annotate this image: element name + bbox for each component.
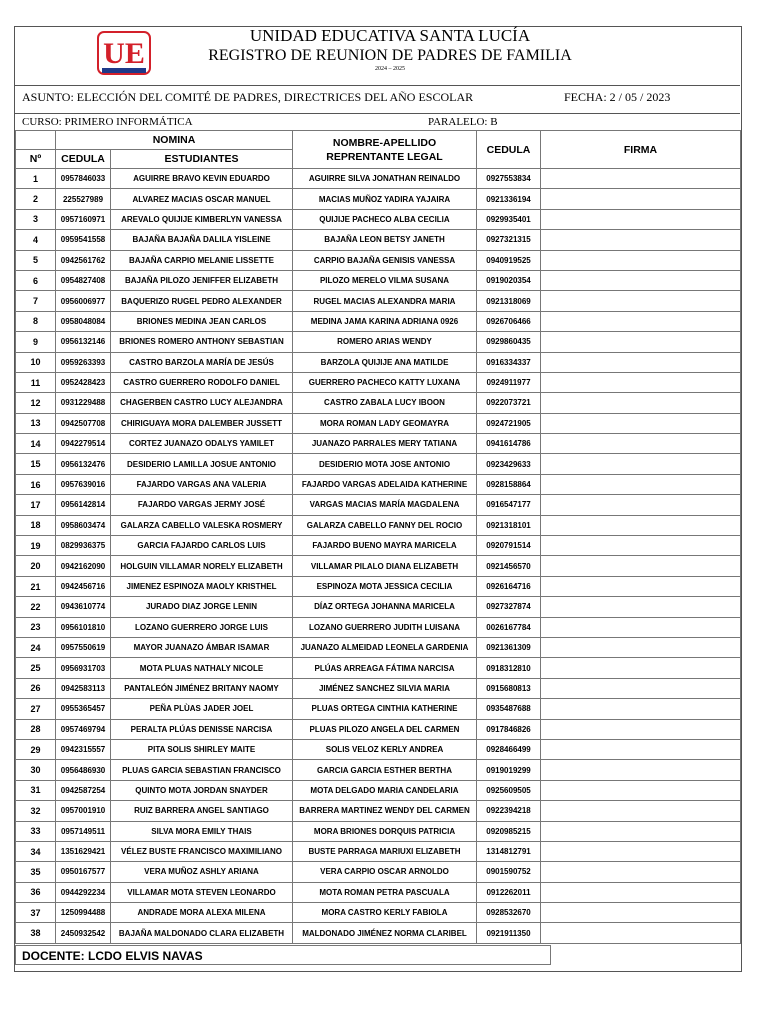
row-number: 34 — [16, 841, 56, 861]
representative-name: CASTRO ZABALA LUCY IBOON — [293, 393, 477, 413]
student-name: JIMENEZ ESPINOZA MAOLY KRISTHEL — [111, 576, 293, 596]
signature-cell — [541, 597, 741, 617]
student-name: HOLGUIN VILLAMAR NORELY ELIZABETH — [111, 556, 293, 576]
table-row — [16, 250, 741, 270]
representative-cedula: 0924911977 — [477, 372, 541, 392]
row-number: 17 — [16, 495, 56, 515]
table-row — [16, 617, 741, 637]
row-number: 28 — [16, 719, 56, 739]
student-name: BAJAÑA PILOZO JENIFFER ELIZABETH — [111, 270, 293, 290]
representative-name: MORA ROMAN LADY GEOMAYRA — [293, 413, 477, 433]
row-number: 32 — [16, 801, 56, 821]
row-number: 11 — [16, 372, 56, 392]
cedula-representante-header: CEDULA — [477, 131, 541, 169]
student-name: CHIRIGUAYA MORA DALEMBER JUSSETT — [111, 413, 293, 433]
representative-name: SOLIS VELOZ KERLY ANDREA — [293, 739, 477, 759]
representative-name: PILOZO MERELO VILMA SUSANA — [293, 270, 477, 290]
student-cedula: 0956931703 — [56, 658, 111, 678]
representante-header — [293, 131, 477, 169]
student-cedula: 0942162090 — [56, 556, 111, 576]
table-row — [16, 189, 741, 209]
representante-header-line1: NOMBRE-APELLIDO — [332, 136, 437, 149]
representative-name: QUIJIJE PACHECO ALBA CECILIA — [293, 209, 477, 229]
student-name: QUINTO MOTA JORDAN SNAYDER — [111, 780, 293, 800]
representative-name: PLUAS ORTEGA CINTHIA KATHERINE — [293, 699, 477, 719]
curso-text: CURSO: PRIMERO INFORMÁTICA — [22, 116, 193, 128]
representative-cedula: 0929860435 — [477, 332, 541, 352]
student-cedula: 0956101810 — [56, 617, 111, 637]
row-number: 19 — [16, 536, 56, 556]
table-row — [16, 739, 741, 759]
representative-cedula: 0918312810 — [477, 658, 541, 678]
row-number: 31 — [16, 780, 56, 800]
student-name: ANDRADE MORA ALEXA MILENA — [111, 903, 293, 923]
row-number: 26 — [16, 678, 56, 698]
student-cedula: 0957160971 — [56, 209, 111, 229]
table-row — [16, 923, 741, 943]
student-name: FAJARDO VARGAS JERMY JOSÉ — [111, 495, 293, 515]
representative-name: JUANAZO PARRALES MERY TATIANA — [293, 434, 477, 454]
student-cedula: 0942587254 — [56, 780, 111, 800]
representative-name: MOTA ROMAN PETRA PASCUALA — [293, 882, 477, 902]
student-cedula: 2450932542 — [56, 923, 111, 943]
table-row — [16, 760, 741, 780]
signature-cell — [541, 576, 741, 596]
student-name: DESIDERIO LAMILLA JOSUE ANTONIO — [111, 454, 293, 474]
row-number: 23 — [16, 617, 56, 637]
student-cedula: 0944292234 — [56, 882, 111, 902]
table-row — [16, 209, 741, 229]
representative-name: ROMERO ARIAS WENDY — [293, 332, 477, 352]
representative-cedula: 0922394218 — [477, 801, 541, 821]
representative-cedula: 0919019299 — [477, 760, 541, 780]
signature-cell — [541, 413, 741, 433]
representative-cedula: 0927321315 — [477, 230, 541, 250]
table-row — [16, 495, 741, 515]
representative-cedula: 0928466499 — [477, 739, 541, 759]
representative-name: DÍAZ ORTEGA JOHANNA MARICELA — [293, 597, 477, 617]
representative-name: LOZANO GUERRERO JUDITH LUISANA — [293, 617, 477, 637]
signature-cell — [541, 311, 741, 331]
signature-cell — [541, 617, 741, 637]
signature-cell — [541, 658, 741, 678]
signature-cell — [541, 536, 741, 556]
student-name: BRIONES MEDINA JEAN CARLOS — [111, 311, 293, 331]
representative-name: ESPINOZA MOTA JESSICA CECILIA — [293, 576, 477, 596]
table-row — [16, 169, 741, 189]
table-row — [16, 576, 741, 596]
table-row — [16, 536, 741, 556]
signature-cell — [541, 760, 741, 780]
row-number: 25 — [16, 658, 56, 678]
student-name: PITA SOLIS SHIRLEY MAITE — [111, 739, 293, 759]
row-number: 5 — [16, 250, 56, 270]
signature-cell — [541, 169, 741, 189]
paralelo-text: PARALELO: B — [428, 116, 498, 128]
estudiantes-header: ESTUDIANTES — [111, 150, 293, 169]
register-title: REGISTRO DE REUNION DE PADRES DE FAMILIA — [208, 47, 572, 64]
row-number: 18 — [16, 515, 56, 535]
student-cedula: 0957639016 — [56, 474, 111, 494]
signature-cell — [541, 903, 741, 923]
student-name: BAJAÑA MALDONADO CLARA ELIZABETH — [111, 923, 293, 943]
student-cedula: 0952428423 — [56, 372, 111, 392]
student-name: JURADO DIAZ JORGE LENIN — [111, 597, 293, 617]
table-row — [16, 372, 741, 392]
representative-cedula: 0923429633 — [477, 454, 541, 474]
representative-cedula: 0940919525 — [477, 250, 541, 270]
representative-cedula: 0917846826 — [477, 719, 541, 739]
row-number: 10 — [16, 352, 56, 372]
representative-cedula: 0928158864 — [477, 474, 541, 494]
table-row — [16, 597, 741, 617]
table-row — [16, 862, 741, 882]
student-cedula: 0942561762 — [56, 250, 111, 270]
row-number: 13 — [16, 413, 56, 433]
student-name: PERALTA PLÚAS DENISSE NARCISA — [111, 719, 293, 739]
representative-name: GARCIA GARCIA ESTHER BERTHA — [293, 760, 477, 780]
representative-cedula: 0921911350 — [477, 923, 541, 943]
representative-cedula: 0941614786 — [477, 434, 541, 454]
signature-cell — [541, 882, 741, 902]
student-cedula: 0956132146 — [56, 332, 111, 352]
student-cedula: 0959541558 — [56, 230, 111, 250]
row-number: 38 — [16, 923, 56, 943]
representative-cedula: 0026167784 — [477, 617, 541, 637]
table-row — [16, 678, 741, 698]
row-number: 7 — [16, 291, 56, 311]
cedula-header: CEDULA — [56, 150, 111, 169]
table-row — [16, 332, 741, 352]
representative-name: VERA CARPIO OSCAR ARNOLDO — [293, 862, 477, 882]
student-name: VILLAMAR MOTA STEVEN LEONARDO — [111, 882, 293, 902]
signature-cell — [541, 270, 741, 290]
table-row — [16, 270, 741, 290]
number-header: Nº — [16, 150, 56, 169]
student-cedula: 0955365457 — [56, 699, 111, 719]
student-name: CHAGERBEN CASTRO LUCY ALEJANDRA — [111, 393, 293, 413]
table-row — [16, 637, 741, 657]
representative-name: MOTA DELGADO MARIA CANDELARIA — [293, 780, 477, 800]
student-name: GARCIA FAJARDO CARLOS LUIS — [111, 536, 293, 556]
student-cedula: 0942456716 — [56, 576, 111, 596]
row-number: 35 — [16, 862, 56, 882]
representative-name: MEDINA JAMA KARINA ADRIANA 0926 — [293, 311, 477, 331]
student-cedula: 0956132476 — [56, 454, 111, 474]
row-number: 6 — [16, 270, 56, 290]
student-cedula: 0942507708 — [56, 413, 111, 433]
student-cedula: 225527989 — [56, 189, 111, 209]
representative-name: BARRERA MARTINEZ WENDY DEL CARMEN — [293, 801, 477, 821]
student-cedula: 0931229488 — [56, 393, 111, 413]
representative-cedula: 0926706466 — [477, 311, 541, 331]
signature-cell — [541, 923, 741, 943]
signature-cell — [541, 372, 741, 392]
representative-cedula: 0921318101 — [477, 515, 541, 535]
student-name: AGUIRRE BRAVO KEVIN EDUARDO — [111, 169, 293, 189]
row-number: 1 — [16, 169, 56, 189]
row-number: 30 — [16, 760, 56, 780]
student-cedula: 0954827408 — [56, 270, 111, 290]
divider-top — [15, 85, 740, 86]
representative-cedula: 0921336194 — [477, 189, 541, 209]
table-row — [16, 658, 741, 678]
student-name: PANTALEÓN JIMÉNEZ BRITANY NAOMY — [111, 678, 293, 698]
representative-name: FAJARDO BUENO MAYRA MARICELA — [293, 536, 477, 556]
representative-cedula: 0926164716 — [477, 576, 541, 596]
row-number: 20 — [16, 556, 56, 576]
school-name: UNIDAD EDUCATIVA SANTA LUCÍA — [249, 26, 531, 45]
representative-cedula: 0920985215 — [477, 821, 541, 841]
representative-name: MALDONADO JIMÉNEZ NORMA CLARIBEL — [293, 923, 477, 943]
signature-cell — [541, 352, 741, 372]
representative-cedula: 0921361309 — [477, 637, 541, 657]
student-cedula: 0943610774 — [56, 597, 111, 617]
row-number: 4 — [16, 230, 56, 250]
nomina-header: NOMINA — [56, 131, 293, 150]
representative-name: MACIAS MUÑOZ YADIRA YAJAIRA — [293, 189, 477, 209]
signature-cell — [541, 474, 741, 494]
school-logo — [92, 30, 156, 78]
row-number: 37 — [16, 903, 56, 923]
table-row — [16, 801, 741, 821]
representative-cedula: 0935487688 — [477, 699, 541, 719]
student-name: BAJAÑA BAJAÑA DALILA YISLEINE — [111, 230, 293, 250]
representative-cedula: 0927327874 — [477, 597, 541, 617]
student-cedula: 0958048084 — [56, 311, 111, 331]
signature-cell — [541, 780, 741, 800]
representative-cedula: 0916547177 — [477, 495, 541, 515]
row-number: 36 — [16, 882, 56, 902]
attendance-table — [15, 130, 741, 944]
student-name: BAQUERIZO RUGEL PEDRO ALEXANDER — [111, 291, 293, 311]
signature-cell — [541, 250, 741, 270]
representative-name: BARZOLA QUIJIJE ANA MATILDE — [293, 352, 477, 372]
row-number: 3 — [16, 209, 56, 229]
representative-cedula: 0912262011 — [477, 882, 541, 902]
representative-name: BUSTE PARRAGA MARIUXI ELIZABETH — [293, 841, 477, 861]
row-number: 15 — [16, 454, 56, 474]
representative-name: PLUAS PILOZO ANGELA DEL CARMEN — [293, 719, 477, 739]
student-name: ALVAREZ MACIAS OSCAR MANUEL — [111, 189, 293, 209]
student-name: PEÑA PLÙAS JADER JOEL — [111, 699, 293, 719]
representative-cedula: 0925609505 — [477, 780, 541, 800]
representative-cedula: 0920791514 — [477, 536, 541, 556]
row-number: 24 — [16, 637, 56, 657]
signature-cell — [541, 556, 741, 576]
row-number: 14 — [16, 434, 56, 454]
representative-name: JUANAZO ALMEIDAD LEONELA GARDENIA — [293, 637, 477, 657]
student-cedula: 0956486930 — [56, 760, 111, 780]
representative-name: VILLAMAR PILALO DIANA ELIZABETH — [293, 556, 477, 576]
table-row — [16, 474, 741, 494]
student-name: FAJARDO VARGAS ANA VALERIA — [111, 474, 293, 494]
representative-cedula: 0922073721 — [477, 393, 541, 413]
representante-header-line2: REPRENTANTE LEGAL — [326, 150, 443, 163]
table-row — [16, 556, 741, 576]
fecha-text: FECHA: 2 / 05 / 2023 — [564, 90, 671, 104]
table-row — [16, 719, 741, 739]
student-cedula: 0942315557 — [56, 739, 111, 759]
student-cedula: 0958603474 — [56, 515, 111, 535]
signature-cell — [541, 230, 741, 250]
signature-cell — [541, 678, 741, 698]
student-cedula: 0829936375 — [56, 536, 111, 556]
table-row — [16, 291, 741, 311]
row-number: 12 — [16, 393, 56, 413]
student-cedula: 0957550619 — [56, 637, 111, 657]
signature-cell — [541, 862, 741, 882]
firma-header: FIRMA — [541, 131, 741, 169]
table-row — [16, 454, 741, 474]
table-row — [16, 230, 741, 250]
representative-cedula: 0901590752 — [477, 862, 541, 882]
student-cedula: 0957846033 — [56, 169, 111, 189]
table-row — [16, 882, 741, 902]
signature-cell — [541, 841, 741, 861]
signature-cell — [541, 801, 741, 821]
representative-name: VARGAS MACIAS MARÍA MAGDALENA — [293, 495, 477, 515]
row-number: 33 — [16, 821, 56, 841]
student-cedula: 0956006977 — [56, 291, 111, 311]
representative-name: PLÚAS ARREAGA FÁTIMA NARCISA — [293, 658, 477, 678]
docente-label: DOCENTE: LCDO ELVIS NAVAS — [15, 945, 551, 965]
signature-cell — [541, 637, 741, 657]
student-name: CASTRO GUERRERO RODOLFO DANIEL — [111, 372, 293, 392]
table-row — [16, 352, 741, 372]
student-name: RUIZ BARRERA ANGEL SANTIAGO — [111, 801, 293, 821]
signature-cell — [541, 821, 741, 841]
row-number: 29 — [16, 739, 56, 759]
student-cedula: 0942583113 — [56, 678, 111, 698]
row-number: 16 — [16, 474, 56, 494]
representative-name: CARPIO BAJAÑA GENISIS VANESSA — [293, 250, 477, 270]
student-cedula: 0950167577 — [56, 862, 111, 882]
row-number: 21 — [16, 576, 56, 596]
signature-cell — [541, 291, 741, 311]
table-row — [16, 413, 741, 433]
row-number: 9 — [16, 332, 56, 352]
table-row — [16, 393, 741, 413]
student-name: BAJAÑA CARPIO MELANIE LISSETTE — [111, 250, 293, 270]
signature-cell — [541, 719, 741, 739]
table-row — [16, 821, 741, 841]
representative-name: AGUIRRE SILVA JONATHAN REINALDO — [293, 169, 477, 189]
student-name: VÉLEZ BUSTE FRANCISCO MAXIMILIANO — [111, 841, 293, 861]
asunto-text: ASUNTO: ELECCIÓN DEL COMITÉ DE PADRES, DIRECTRICES DEL AÑO ESCOLAR — [22, 90, 474, 104]
student-name: VERA MUÑOZ ASHLY ARIANA — [111, 862, 293, 882]
table-row — [16, 311, 741, 331]
student-cedula: 0957001910 — [56, 801, 111, 821]
table-row — [16, 903, 741, 923]
representative-cedula: 0927553834 — [477, 169, 541, 189]
student-name: SILVA MORA EMILY THAIS — [111, 821, 293, 841]
student-cedula: 0942279514 — [56, 434, 111, 454]
student-cedula: 0957149511 — [56, 821, 111, 841]
student-cedula: 0957469794 — [56, 719, 111, 739]
student-name: BRIONES ROMERO ANTHONY SEBASTIAN — [111, 332, 293, 352]
student-cedula: 0959263393 — [56, 352, 111, 372]
representative-name: RUGEL MACIAS ALEXANDRA MARIA — [293, 291, 477, 311]
representative-name: BAJAÑA LEON BETSY JANETH — [293, 230, 477, 250]
representative-cedula: 0919020354 — [477, 270, 541, 290]
representative-cedula: 0916334337 — [477, 352, 541, 372]
student-cedula: 0956142814 — [56, 495, 111, 515]
student-cedula: 1351629421 — [56, 841, 111, 861]
signature-cell — [541, 699, 741, 719]
representative-cedula: 0915680813 — [477, 678, 541, 698]
table-row — [16, 841, 741, 861]
signature-cell — [541, 209, 741, 229]
student-name: MAYOR JUANAZO ÁMBAR ISAMAR — [111, 637, 293, 657]
school-period: 2024 – 2025 — [375, 66, 405, 72]
representative-cedula: 0921318069 — [477, 291, 541, 311]
row-number: 22 — [16, 597, 56, 617]
signature-cell — [541, 454, 741, 474]
row-number: 27 — [16, 699, 56, 719]
signature-cell — [541, 739, 741, 759]
representative-name: GALARZA CABELLO FANNY DEL ROCIO — [293, 515, 477, 535]
student-name: LOZANO GUERRERO JORGE LUIS — [111, 617, 293, 637]
student-cedula: 1250994488 — [56, 903, 111, 923]
representative-name: MORA CASTRO KERLY FABIOLA — [293, 903, 477, 923]
signature-cell — [541, 332, 741, 352]
signature-cell — [541, 393, 741, 413]
table-row — [16, 515, 741, 535]
representative-cedula: 0921456570 — [477, 556, 541, 576]
signature-cell — [541, 189, 741, 209]
student-name: CORTEZ JUANAZO ODALYS YAMILET — [111, 434, 293, 454]
signature-cell — [541, 434, 741, 454]
representative-name: JIMÉNEZ SANCHEZ SILVIA MARIA — [293, 678, 477, 698]
signature-cell — [541, 515, 741, 535]
student-name: PLUAS GARCIA SEBASTIAN FRANCISCO — [111, 760, 293, 780]
student-name: MOTA PLUAS NATHALY NICOLE — [111, 658, 293, 678]
logo-letters: UE — [103, 37, 145, 70]
table-row — [16, 434, 741, 454]
table-row — [16, 780, 741, 800]
divider-middle — [15, 113, 740, 114]
student-name: CASTRO BARZOLA MARÍA DE JESÚS — [111, 352, 293, 372]
representative-cedula: 1314812791 — [477, 841, 541, 861]
representative-name: MORA BRIONES DORQUIS PATRICIA — [293, 821, 477, 841]
student-name: GALARZA CABELLO VALESKA ROSMERY — [111, 515, 293, 535]
student-name: AREVALO QUIJIJE KIMBERLYN VANESSA — [111, 209, 293, 229]
row-number: 2 — [16, 189, 56, 209]
representative-cedula: 0928532670 — [477, 903, 541, 923]
representative-name: DESIDERIO MOTA JOSE ANTONIO — [293, 454, 477, 474]
representative-cedula: 0929935401 — [477, 209, 541, 229]
signature-cell — [541, 495, 741, 515]
row-number: 8 — [16, 311, 56, 331]
representative-name: GUERRERO PACHECO KATTY LUXANA — [293, 372, 477, 392]
representative-cedula: 0924721905 — [477, 413, 541, 433]
representative-name: FAJARDO VARGAS ADELAIDA KATHERINE — [293, 474, 477, 494]
table-row — [16, 699, 741, 719]
